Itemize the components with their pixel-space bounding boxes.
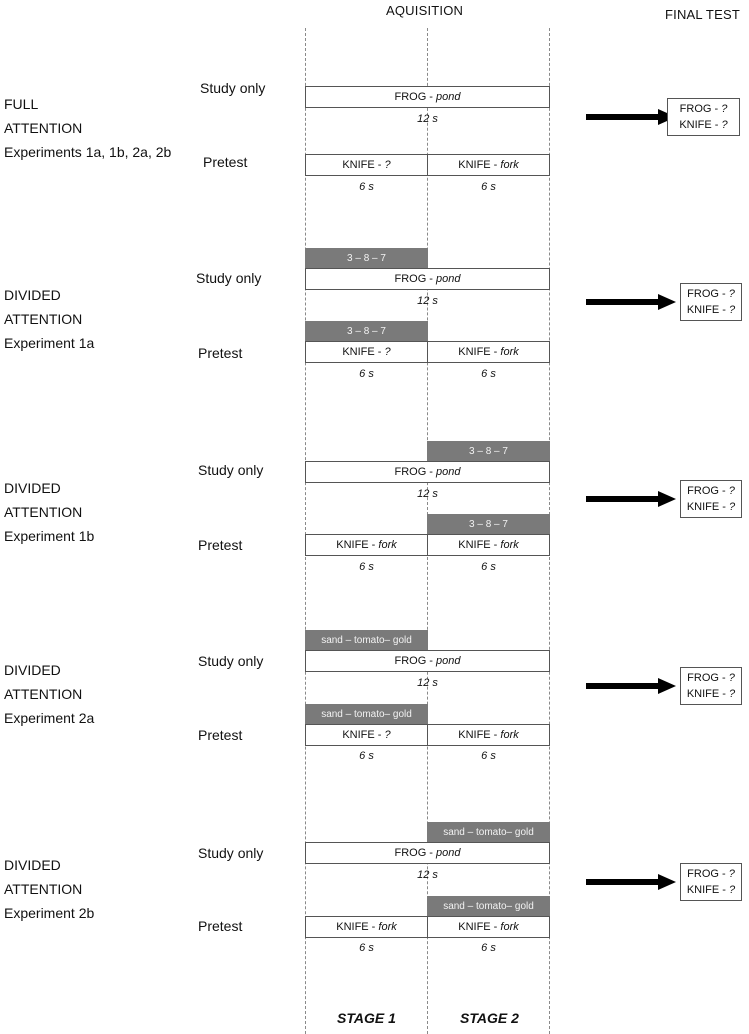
- duration-6s: 6 s: [481, 561, 496, 573]
- condition-line3: Experiment 1a: [4, 335, 95, 351]
- distractor-digits: 3 – 8 – 7: [305, 321, 428, 341]
- condition-line3: Experiment 2a: [4, 710, 95, 726]
- pretest-box-knife-fork: KNIFE - fork: [427, 724, 550, 746]
- study-box-frog-pond: FROG - pond: [305, 461, 550, 483]
- arrow-right-icon: [586, 491, 676, 507]
- final-test-box: FROG - ? KNIFE - ?: [680, 863, 742, 901]
- arrow-right-icon: [586, 874, 676, 890]
- duration-6s: 6 s: [359, 942, 374, 954]
- pretest-box-knife-question: KNIFE - ?: [305, 154, 428, 176]
- pretest-box-knife-fork: KNIFE - fork: [427, 534, 550, 556]
- duration-12s: 12 s: [417, 677, 438, 689]
- pretest-box-knife-fork: KNIFE - fork: [305, 916, 428, 938]
- arrow-right-icon: [586, 294, 676, 310]
- study-box-frog-pond: FROG - pond: [305, 86, 550, 108]
- row-label-study-only: Study only: [198, 462, 264, 478]
- condition-line1: DIVIDED: [4, 287, 61, 303]
- row-label-pretest: Pretest: [198, 345, 243, 361]
- condition-line3: Experiments 1a, 1b, 2a, 2b: [4, 144, 172, 160]
- duration-6s: 6 s: [481, 368, 496, 380]
- stage-2-label: STAGE 2: [460, 1010, 519, 1026]
- row-label-study-only: Study only: [200, 80, 266, 96]
- duration-6s: 6 s: [359, 368, 374, 380]
- condition-label-1a: [4, 283, 94, 355]
- arrow-right-icon: [586, 109, 676, 125]
- acquisition-header: AQUISITION: [386, 3, 464, 18]
- study-box-frog-pond: FROG - pond: [305, 650, 550, 672]
- condition-label-2b: [4, 853, 94, 925]
- pretest-box-knife-fork: KNIFE - fork: [427, 916, 550, 938]
- row-label-pretest: Pretest: [198, 918, 243, 934]
- duration-6s: 6 s: [481, 750, 496, 762]
- row-label-study-only: Study only: [198, 845, 264, 861]
- distractor-digits: 3 – 8 – 7: [427, 441, 550, 461]
- condition-line3: Experiment 2b: [4, 905, 95, 921]
- arrow-right-icon: [586, 678, 676, 694]
- row-label-pretest: Pretest: [203, 154, 248, 170]
- condition-line2: ATTENTION: [4, 881, 83, 897]
- condition-label-2a: [4, 658, 94, 730]
- condition-label-1b: [4, 476, 94, 548]
- duration-6s: 6 s: [481, 942, 496, 954]
- study-box-frog-pond: FROG - pond: [305, 842, 550, 864]
- final-test-box: FROG - ? KNIFE - ?: [667, 98, 740, 136]
- stage-1-label: STAGE 1: [337, 1010, 396, 1026]
- distractor-digits: 3 – 8 – 7: [305, 248, 428, 268]
- duration-12s: 12 s: [417, 869, 438, 881]
- duration-6s: 6 s: [359, 181, 374, 193]
- distractor-words: sand – tomato– gold: [427, 822, 550, 842]
- condition-line1: DIVIDED: [4, 857, 61, 873]
- final-test-box: FROG - ? KNIFE - ?: [680, 667, 742, 705]
- pretest-box-knife-fork: KNIFE - fork: [427, 341, 550, 363]
- final-test-box: FROG - ? KNIFE - ?: [680, 283, 742, 321]
- condition-line1: FULL: [4, 96, 39, 112]
- distractor-words: sand – tomato– gold: [427, 896, 550, 916]
- condition-line1: DIVIDED: [4, 480, 61, 496]
- condition-line2: ATTENTION: [4, 686, 83, 702]
- row-label-pretest: Pretest: [198, 537, 243, 553]
- final-test-box: FROG - ? KNIFE - ?: [680, 480, 742, 518]
- final-test-header: FINAL TEST: [665, 7, 740, 22]
- duration-12s: 12 s: [417, 295, 438, 307]
- duration-6s: 6 s: [481, 181, 496, 193]
- study-box-frog-pond: FROG - pond: [305, 268, 550, 290]
- condition-label-full: [4, 92, 171, 164]
- pretest-box-knife-fork: KNIFE - fork: [305, 534, 428, 556]
- condition-line2: ATTENTION: [4, 120, 83, 136]
- stage-divider-left: [305, 28, 306, 1034]
- duration-6s: 6 s: [359, 750, 374, 762]
- row-label-pretest: Pretest: [198, 727, 243, 743]
- pretest-box-knife-fork: KNIFE - fork: [427, 154, 550, 176]
- duration-12s: 12 s: [417, 488, 438, 500]
- condition-line2: ATTENTION: [4, 504, 83, 520]
- condition-line3: Experiment 1b: [4, 528, 95, 544]
- distractor-words: sand – tomato– gold: [305, 630, 428, 650]
- pretest-box-knife-question: KNIFE - ?: [305, 724, 428, 746]
- row-label-study-only: Study only: [196, 270, 262, 286]
- duration-6s: 6 s: [359, 561, 374, 573]
- distractor-digits: 3 – 8 – 7: [427, 514, 550, 534]
- condition-line1: DIVIDED: [4, 662, 61, 678]
- distractor-words: sand – tomato– gold: [305, 704, 428, 724]
- row-label-study-only: Study only: [198, 653, 264, 669]
- duration-12s: 12 s: [417, 113, 438, 125]
- pretest-box-knife-question: KNIFE - ?: [305, 341, 428, 363]
- condition-line2: ATTENTION: [4, 311, 83, 327]
